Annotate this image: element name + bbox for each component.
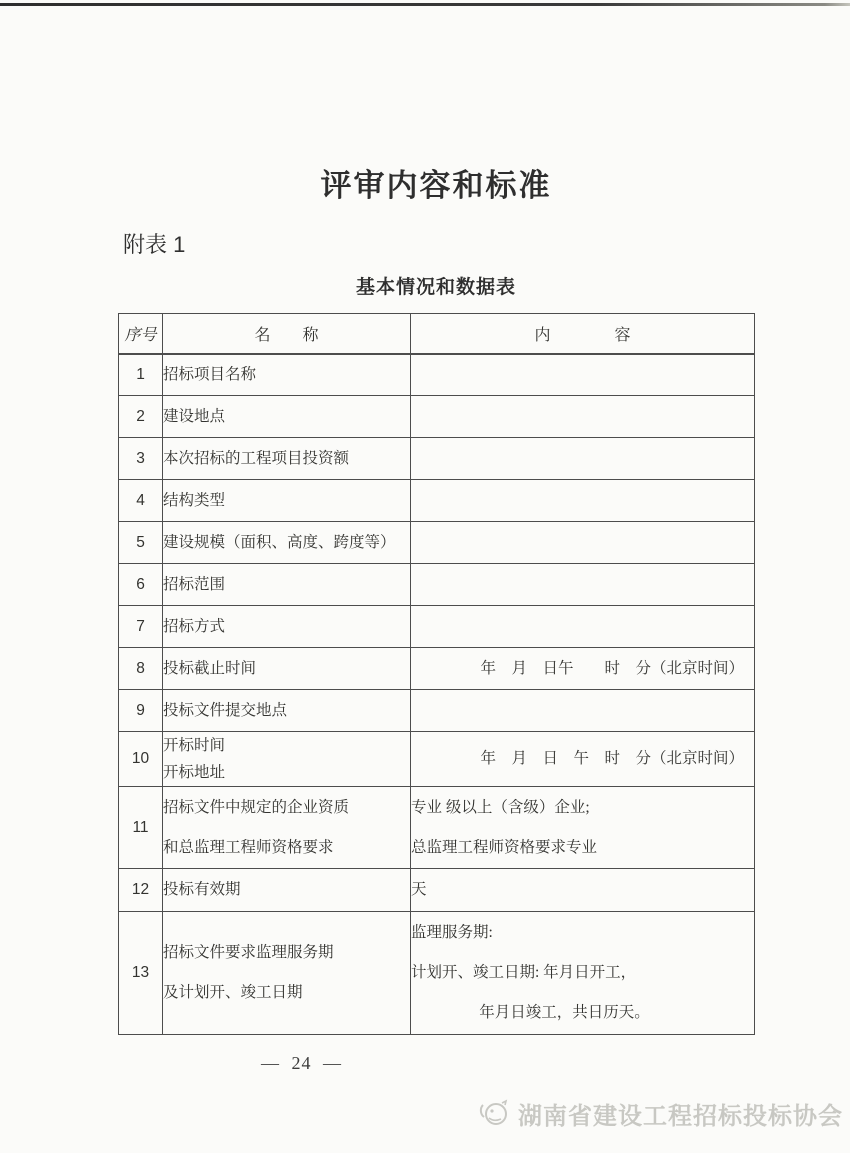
- table-row: [119, 564, 755, 606]
- row-name: [163, 606, 411, 648]
- row-name: [163, 438, 411, 480]
- table-row: [119, 438, 755, 480]
- row-content-line: 年月日竣工，共日历天。: [479, 1004, 650, 1021]
- row-number: 5: [119, 522, 163, 564]
- row-content: [411, 869, 755, 912]
- header-cell-number: 序号: [119, 314, 163, 354]
- row-name-line: 投标截止时间: [163, 659, 257, 677]
- row-name: [163, 912, 411, 1035]
- header-cell-content: 内 容: [411, 314, 755, 354]
- row-content-line: 总监理工程师资格要求专业: [411, 838, 598, 856]
- row-name-line: 招标方式: [163, 617, 226, 635]
- row-name: [163, 648, 411, 690]
- row-name-line: 投标有效期: [163, 881, 241, 898]
- row-name: [163, 396, 411, 438]
- table-row: [119, 480, 755, 522]
- row-number: 4: [119, 480, 163, 522]
- table-row: [119, 606, 755, 648]
- row-name-line: 本次招标的工程项目投资额: [163, 449, 350, 467]
- page-number: — 24 —: [261, 1053, 342, 1073]
- row-content: [411, 564, 755, 606]
- row-name-line: 招标范围: [163, 575, 226, 593]
- row-content: [411, 912, 755, 1035]
- scan-edge-line: [0, 3, 850, 6]
- row-name-line: 招标项目名称: [163, 365, 257, 383]
- row-name: [163, 480, 411, 522]
- row-content: [411, 732, 755, 787]
- row-name-line: 和总监理工程师资格要求: [163, 838, 334, 856]
- row-name: [163, 869, 411, 912]
- row-content: [411, 606, 755, 648]
- row-content-line: 天: [411, 881, 427, 898]
- row-number: 11: [119, 787, 163, 869]
- row-content-line: 年 月 日 午 时 分（北京时间）: [480, 750, 744, 767]
- row-name-line: 开标地址: [163, 764, 226, 781]
- table-row: [119, 912, 755, 1035]
- row-name-line: 结构类型: [163, 491, 226, 509]
- row-content: [411, 438, 755, 480]
- row-name: [163, 732, 411, 787]
- table-header-row: [119, 314, 755, 354]
- row-number: 1: [119, 354, 163, 396]
- row-name: [163, 564, 411, 606]
- row-number: 3: [119, 438, 163, 480]
- table-row: [119, 732, 755, 787]
- row-name-line: 及计划开、竣工日期: [163, 984, 303, 1001]
- row-content: [411, 354, 755, 396]
- row-content-line: 专业 级以上（含级）企业;: [411, 798, 590, 816]
- association-name: 湖南省建设工程招标投标协会: [518, 1103, 843, 1130]
- row-name-line: 建设地点: [163, 407, 226, 425]
- row-number: 8: [119, 648, 163, 690]
- page-title: 评审内容和标准: [320, 168, 552, 203]
- row-name-line: 招标文件中规定的企业资质: [163, 798, 350, 816]
- row-name: [163, 522, 411, 564]
- row-name-line: 开标时间: [163, 737, 226, 754]
- row-number: 2: [119, 396, 163, 438]
- row-content: [411, 690, 755, 732]
- table-row: [119, 787, 755, 869]
- row-content: [411, 648, 755, 690]
- row-number: 12: [119, 869, 163, 912]
- row-content: [411, 480, 755, 522]
- row-content: [411, 787, 755, 869]
- row-number: 13: [119, 912, 163, 1035]
- row-number: 7: [119, 606, 163, 648]
- row-name: [163, 787, 411, 869]
- table-row: [119, 396, 755, 438]
- row-content: [411, 522, 755, 564]
- row-name-line: 建设规模（面积、高度、跨度等）: [163, 533, 396, 551]
- association-watermark: [479, 1096, 843, 1131]
- row-name: [163, 690, 411, 732]
- row-name-line: 投标文件提交地点: [163, 701, 288, 719]
- appendix-label: 附表 1: [123, 232, 186, 257]
- row-name-line: 招标文件要求监理服务期: [163, 944, 334, 961]
- row-name: [163, 354, 411, 396]
- row-number: 6: [119, 564, 163, 606]
- row-content-line: 监理服务期:: [411, 924, 493, 941]
- table-row: [119, 354, 755, 396]
- table-row: [119, 690, 755, 732]
- row-content-line: 年 月 日午 时 分（北京时间）: [480, 659, 744, 677]
- header-cell-name: 名 称: [163, 314, 411, 354]
- row-number: 9: [119, 690, 163, 732]
- row-number: 10: [119, 732, 163, 787]
- row-content: [411, 396, 755, 438]
- table-row: [119, 648, 755, 690]
- association-logo-icon: [479, 1099, 511, 1129]
- table-title: 基本情况和数据表: [355, 277, 516, 298]
- table-row: [119, 522, 755, 564]
- basic-info-table: [118, 313, 755, 1035]
- row-content-line: 计划开、竣工日期: 年月日开工，: [411, 964, 637, 981]
- table-row: [119, 869, 755, 912]
